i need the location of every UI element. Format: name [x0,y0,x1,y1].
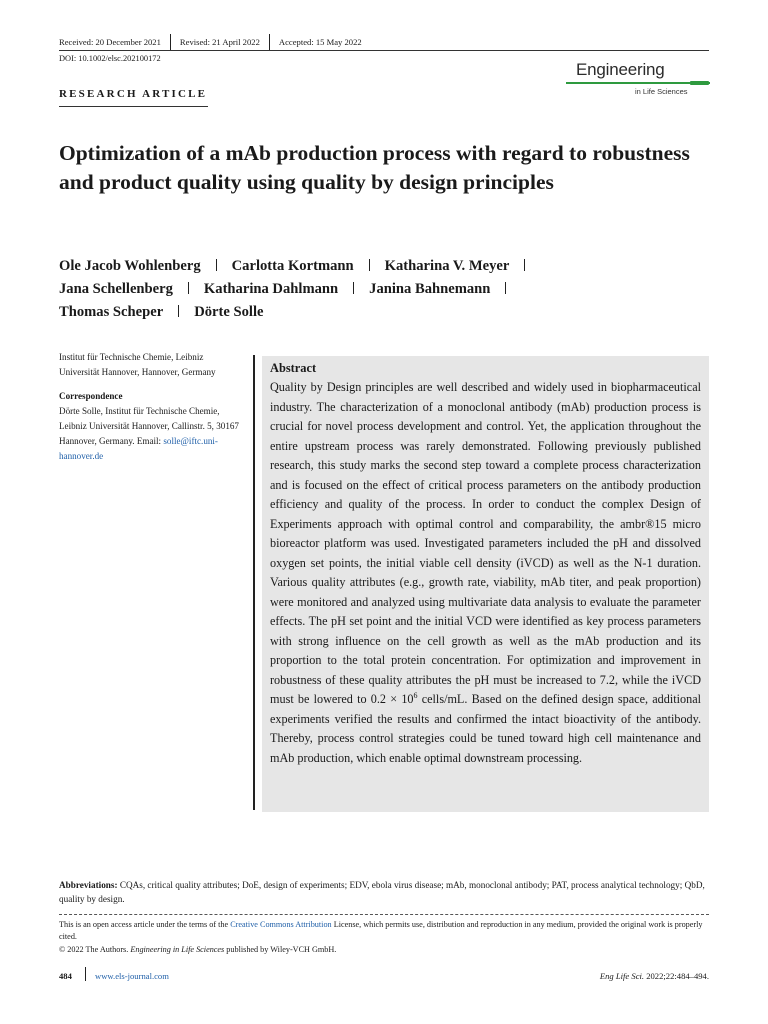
author-row [59,255,719,278]
author-separator [353,282,354,294]
correspondence-address: Dörte Solle, Institut für Technische Chemie, Leibniz Universität Hannover, Callinstr. 5, 30167 Hannover, Germany. [59,406,239,446]
abstract-text [270,378,701,768]
author-name: Thomas Scheper [59,304,164,320]
article-type: RESEARCH ARTICLE [59,88,208,100]
paper-title: Optimization of a mAb production process with regard to robustness and product quality using quality by design principles [59,141,690,194]
article-dates [59,34,362,50]
date-separator [170,34,171,50]
journal-logo-tag [690,81,709,85]
author-name: Dörte Solle [194,304,264,320]
author-name: Ole Jacob Wohlenberg [59,258,201,274]
received-date: Received: 20 December 2021 [59,37,161,47]
dashed-divider [59,914,709,915]
abstract-vertical-rule [253,355,255,810]
author-name: Janina Bahnemann [369,281,491,297]
side-column [59,350,239,464]
author-name: Carlotta Kortmann [231,258,354,274]
abstract-text-part2: cells/mL. Based on the defined design space, additional experiments verified the results and confirmed the intact bioactivity of the antibody. Thereby, process control strategies could be tuned toward high cell maintenance and mAb production, which enable optimal downstream processing. [270,692,701,765]
author-separator [188,282,189,294]
author-separator [505,282,506,294]
abstract-exponent: 6 [413,690,418,700]
copyright-before: © 2022 The Authors. [59,945,131,954]
citation [600,971,709,981]
author-separator [524,259,525,271]
citation-rest: 2022;22:484–494. [644,971,709,981]
copyright [59,945,719,954]
open-access-text-after: License, which permits use, distribution and reproduction in any medium, provided the original work is properly cited. [59,920,703,941]
abbreviations-label: Abbreviations: [59,880,118,890]
doi[interactable]: DOI: 10.1002/elsc.202100172 [59,54,161,63]
author-separator [369,259,370,271]
author-name: Jana Schellenberg [59,281,173,297]
journal-logo-subtitle: in Life Sciences [635,87,688,96]
author-name: Katharina V. Meyer [384,258,510,274]
correspondence-text [59,404,239,464]
open-access-notice [59,919,719,942]
author-separator [216,259,217,271]
accepted-date: Accepted: 15 May 2022 [278,37,362,47]
journal-logo-name: Engineering [576,60,665,79]
copyright-after: published by Wiley-VCH GmbH. [224,945,337,954]
author-separator [178,305,179,317]
page-footer [59,971,709,985]
header-rule [59,50,709,51]
open-access-text-before: This is an open access article under the terms of the [59,920,231,929]
abbreviations-text: CQAs, critical quality attributes; DoE, design of experiments; EDV, ebola virus disease; mAb, monoclonal antibody; PAT, process analytical technology; QbD, quality by design. [59,880,705,904]
copyright-journal: Engineering in Life Sciences [130,945,225,954]
journal-logo [566,60,710,98]
email-label: Email: [136,436,162,446]
journal-logo-bar [566,82,710,84]
article-type-rule [59,106,208,107]
correspondence-heading: Correspondence [59,391,123,401]
date-separator [269,34,270,50]
footer-separator [85,967,86,981]
author-list [59,255,719,324]
author-row [59,278,719,301]
author-row [59,301,719,324]
abbreviations [59,878,709,906]
page-number: 484 [59,971,72,981]
journal-url[interactable]: www.els-journal.com [95,971,169,981]
email-link[interactable]: solle@iftc.uni-hannover.de [59,436,218,461]
revised-date: Revised: 21 April 2022 [179,37,260,47]
affiliation: Institut für Technische Chemie, Leibniz Universität Hannover, Hannover, Germany [59,352,216,377]
author-name: Katharina Dahlmann [203,281,339,297]
license-link[interactable]: Creative Commons Attribution [230,920,332,929]
abstract-text-part1: Quality by Design principles are well described and widely used in biopharmaceutical industry. The characterization of a monoclonal antibody (mAb) production process is crucial for novel process development and control. Yet, the application throughout the entire upstream process was rarely demonstrated. Following previously published research, this study marks the second step toward a complete process characterization and is focused on the effect of critical process parameters on the antibody production efficiency and quality of the process. In order to conduct the complex Design of Experiments approach with optimal control and comparability, the ambr®15 micro bioreactor platform was used. Investigated parameters included the pH and dissolved oxygen set points, the initial viable cell density (iVCD) as well as the N-1 duration. Various quality attributes (e.g., growth rate, viability, mAb titer, and peak proportion) were monitored and analyzed using multivariate data analysis to evaluate the parameter effects. The pH set point and the initial VCD were identified as key process parameters with strong influence on the cell growth as well as the mAb production and its proportion to the total protein concentration. For optimization and improvement in robustness of these quality attributes the pH must be increased to 7.2, while the iVCD must be lowered to 0.2 × 10 [270,380,701,706]
abstract-box [262,356,709,812]
abstract-heading: Abstract [270,361,317,375]
citation-journal: Eng Life Sci. [599,971,645,981]
